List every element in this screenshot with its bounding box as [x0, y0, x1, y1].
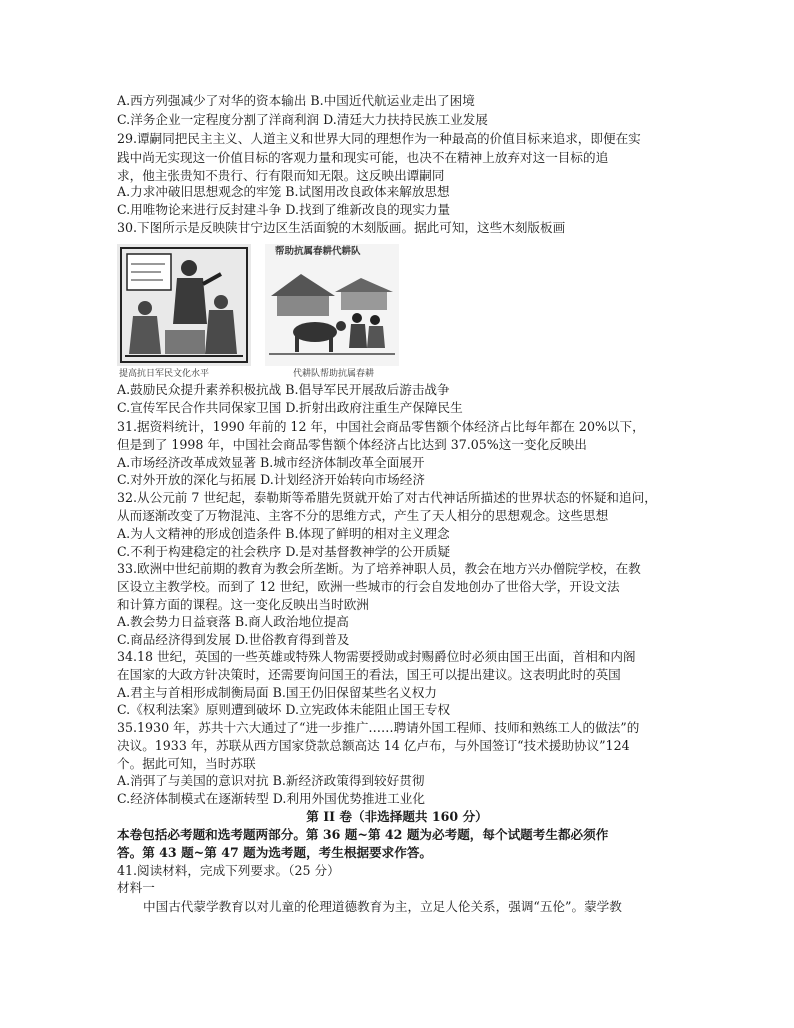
- q35-stem-line-2: 决议。1933 年，苏联从西方国家贷款总额高达 14 亿卢布，与外国签订“技术援助协议”124: [117, 738, 630, 753]
- q34-stem-line-1: 34.18 世纪，英国的一些英雄或特殊人物需要授勋或封赐爵位时必须由国王出面，首相和内阁: [117, 649, 636, 664]
- part2-heading: 第 II 卷（非选择题共 160 分）: [306, 809, 488, 824]
- q31-stem-line-1: 31.据资料统计，1990 年前的 12 年，中国社会商品零售额个体经济占比每年都在 20%以下，: [117, 419, 645, 434]
- q32-options-cd: C.不利于构建稳定的社会秩序 D.是对基督教神学的公开质疑: [117, 544, 451, 559]
- q41-material-label: 材料一: [117, 880, 155, 895]
- q31-stem-line-2: 但是到了 1998 年，中国社会商品零售额个体经济占比达到 37.05%这一变化反映出: [117, 437, 587, 452]
- q30-stem-line-1: 30.下图所示是反映陕甘宁边区生活面貌的木刻版画。据此可知，这些木刻版板画: [117, 220, 566, 235]
- q33-stem-line-1: 33.欧洲中世纪前期的教育为教会所垄断。为了培养神职人员，教会在地方兴办僧院学校，在教: [117, 561, 641, 576]
- q34-stem-line-2: 在国家的大政方针决策时，还需要询问国王的看法，国王可以提出建议。这表明此时的英国: [117, 667, 621, 682]
- q35-options-ab: A.消弭了与美国的意识对抗 B.新经济政策得到较好贯彻: [117, 773, 425, 788]
- q35-stem-line-1: 35.1930 年，苏共十六大通过了“进一步推广……聘请外国工程师、技师和熟练工人的做法”的: [117, 720, 640, 735]
- q41-stem: 41.阅读材料，完成下列要求。（25 分）: [117, 863, 340, 878]
- q41-material-line-1: 中国古代蒙学教育以对儿童的伦理道德教育为主，立足人伦关系，强调“五伦”。蒙学教: [143, 899, 622, 914]
- q35-options-cd: C.经济体制模式在逐渐转型 D.利用外国优势推进工业化: [117, 791, 425, 806]
- q33-options-cd: C.商品经济得到发展 D.世俗教育得到普及: [117, 632, 350, 647]
- q28-options-cd: C.洋务企业一定程度分割了洋商利润 D.清廷大力扶持民族工业发展: [117, 112, 488, 127]
- part2-note-line-2: 答。第 43 题~第 47 题为选考题，考生根据要求作答。: [117, 845, 433, 860]
- q34-options-cd: C.《权利法案》原则遭到破坏 D.立宪政体未能阻止国王专权: [117, 702, 451, 717]
- woodcut-left-image: [117, 244, 251, 366]
- part2-note-line-1: 本卷包括必考题和选考题两部分。第 36 题~第 42 题为必考题，每个试题考生都必须作: [117, 827, 609, 842]
- q33-stem-line-2: 区设立主教学校。而到了 12 世纪，欧洲一些城市的行会自发地创办了世俗大学，开设文法: [117, 579, 620, 594]
- q32-stem-line-2: 从而逐渐改变了万物混沌、主客不分的思维方式，产生了天人相分的思想观念。这些思想: [117, 508, 609, 523]
- q33-stem-line-3: 和计算方面的课程。这一变化反映出当时欧洲: [117, 597, 369, 612]
- q32-stem-line-1: 32.从公元前 7 世纪起，泰勒斯等希腊先贤就开始了对古代神话所描述的世界状态的怀疑和追问，: [117, 490, 657, 505]
- q29-options-ab: A.力求冲破旧思想观念的牢笼 B.试图用改良政体来解放思想: [117, 184, 450, 199]
- q33-options-ab: A.教会势力日益衰落 B.商人政治地位提高: [117, 614, 349, 629]
- woodcut-right-title: 帮助抗属春耕代耕队: [275, 246, 361, 257]
- q30-options-cd: C.宣传军民合作共同保家卫国 D.折射出政府注重生产保障民生: [117, 400, 463, 415]
- q31-options-ab: A.市场经济改革成效显著 B.城市经济体制改革全面展开: [117, 455, 425, 470]
- q29-options-cd: C.用唯物论来进行反封建斗争 D.找到了维新改良的现实力量: [117, 202, 451, 217]
- woodcut-right-caption: 代耕队帮助抗属春耕: [293, 369, 375, 379]
- q30-woodcut-figure: [117, 244, 395, 384]
- q29-stem-line-3: 求，他主张贵知不贵行、行有限而知无限。这反映出谭嗣同: [117, 168, 445, 183]
- q32-options-ab: A.为人文精神的形成创造条件 B.体现了鲜明的相对主义理念: [117, 526, 450, 541]
- q28-options-ab: A.西方列强减少了对华的资本输出 B.中国近代航运业走出了困境: [117, 93, 475, 108]
- q35-stem-line-3: 个。据此可知，当时苏联: [117, 756, 256, 771]
- q31-options-cd: C.对外开放的深化与拓展 D.计划经济开始转向市场经济: [117, 472, 425, 487]
- q29-stem-line-1: 29.谭嗣同把民主主义、人道主义和世界大同的理想作为一种最高的价值目标来追求，即便在实: [117, 131, 641, 146]
- woodcut-right-image: [265, 244, 399, 366]
- q29-stem-line-2: 践中尚无实现这一价值目标的客观力量和现实可能，也决不在精神上放弃对这一目标的追: [117, 150, 609, 165]
- woodcut-left-caption: 提高抗日军民文化水平: [119, 369, 210, 379]
- q34-options-ab: A.君主与首相形成制衡局面 B.国王仍旧保留某些名义权力: [117, 685, 438, 700]
- q30-options-ab: A.鼓励民众提升素养积极抗战 B.倡导军民开展敌后游击战争: [117, 382, 450, 397]
